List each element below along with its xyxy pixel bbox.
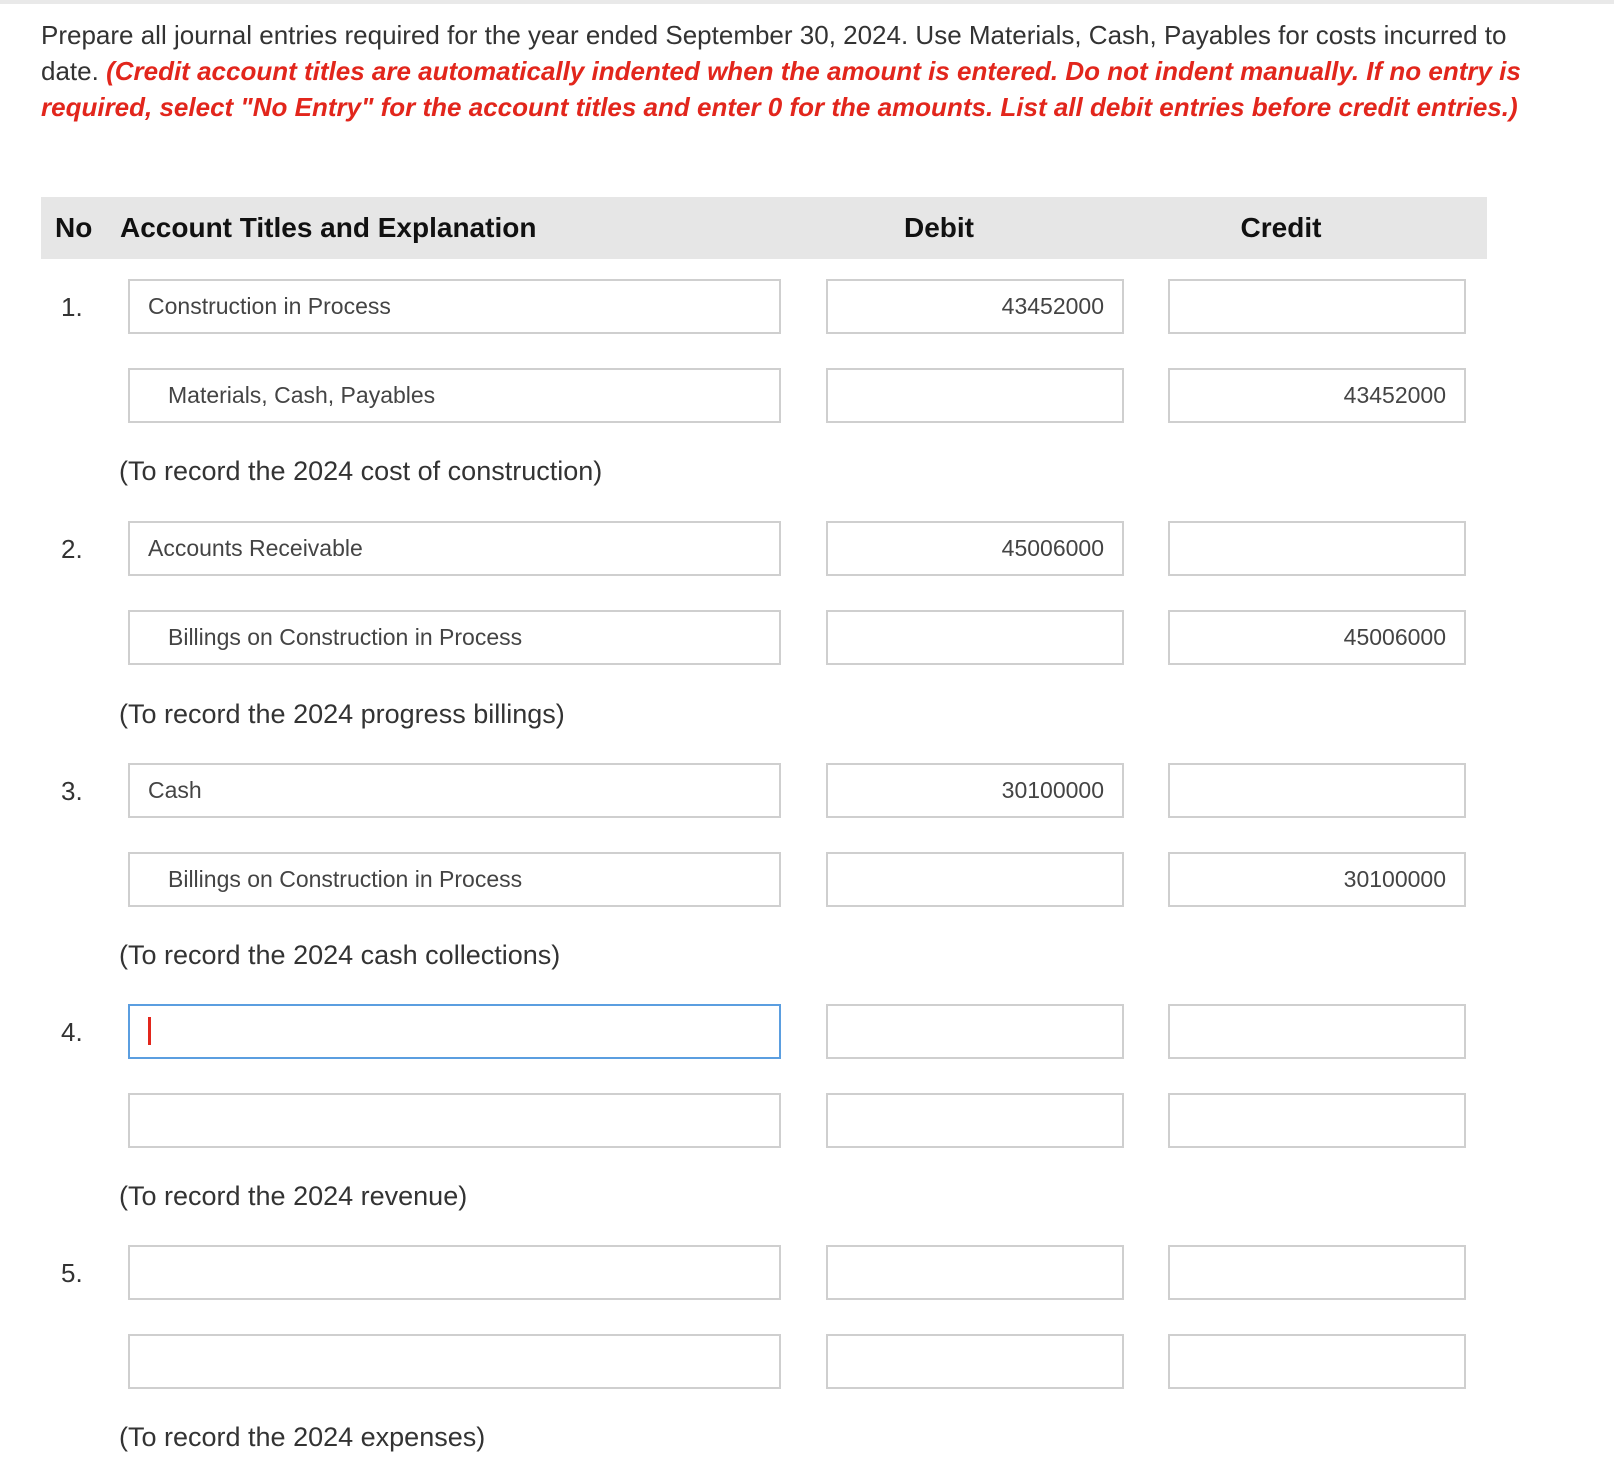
debit-amount-field[interactable]: 43452000 bbox=[826, 279, 1124, 334]
entry-explanation: (To record the 2024 cash collections) bbox=[119, 940, 561, 970]
credit-amount-field[interactable] bbox=[1168, 763, 1466, 818]
debit-amount-field[interactable] bbox=[826, 852, 1124, 907]
entry-explanation: (To record the 2024 expenses) bbox=[119, 1422, 486, 1452]
account-title-field[interactable] bbox=[128, 1334, 781, 1389]
header-debit: Debit bbox=[904, 212, 974, 243]
credit-amount-field[interactable] bbox=[1168, 1004, 1466, 1059]
account-title-field[interactable]: Materials, Cash, Payables bbox=[128, 368, 781, 423]
entry-number: 4. bbox=[61, 1017, 83, 1047]
debit-amount-field[interactable] bbox=[826, 368, 1124, 423]
text-cursor bbox=[148, 1017, 151, 1045]
instructions-text: Prepare all journal entries required for the year ended September 30, 2024. Use Materials, Cash, Payables for costs incurred to date. bbox=[41, 20, 1507, 86]
credit-amount-field[interactable] bbox=[1168, 1245, 1466, 1300]
credit-amount-field[interactable]: 45006000 bbox=[1168, 610, 1466, 665]
account-title-field[interactable]: Billings on Construction in Process bbox=[128, 852, 781, 907]
header-account: Account Titles and Explanation bbox=[120, 212, 537, 243]
entry-number: 3. bbox=[61, 776, 83, 806]
account-title-field[interactable]: Cash bbox=[128, 763, 781, 818]
entry-explanation: (To record the 2024 cost of construction) bbox=[119, 456, 603, 486]
debit-amount-field[interactable] bbox=[826, 1334, 1124, 1389]
credit-amount-field[interactable]: 43452000 bbox=[1168, 368, 1466, 423]
credit-amount-field[interactable] bbox=[1168, 521, 1466, 576]
debit-amount-field[interactable] bbox=[826, 610, 1124, 665]
credit-amount-field[interactable]: 30100000 bbox=[1168, 852, 1466, 907]
account-title-field[interactable]: Accounts Receivable bbox=[128, 521, 781, 576]
instructions-warning: (Credit account titles are automatically indented when the amount is entered. Do not indent manually. If no entry is required, select "No Entry" for the account titles and enter 0 for the amounts. List all debit entries before credit entries.) bbox=[41, 56, 1521, 122]
debit-amount-field[interactable]: 30100000 bbox=[826, 763, 1124, 818]
debit-amount-field[interactable] bbox=[826, 1093, 1124, 1148]
account-title-field-active[interactable] bbox=[128, 1004, 781, 1059]
account-title-field[interactable]: Construction in Process bbox=[128, 279, 781, 334]
header-no: No bbox=[55, 212, 93, 243]
debit-amount-field[interactable] bbox=[826, 1245, 1124, 1300]
credit-amount-field[interactable] bbox=[1168, 279, 1466, 334]
credit-amount-field[interactable] bbox=[1168, 1093, 1466, 1148]
debit-amount-field[interactable]: 45006000 bbox=[826, 521, 1124, 576]
table-header bbox=[41, 197, 1487, 259]
credit-amount-field[interactable] bbox=[1168, 1334, 1466, 1389]
account-title-field[interactable]: Billings on Construction in Process bbox=[128, 610, 781, 665]
entry-number: 5. bbox=[61, 1258, 83, 1288]
account-title-field[interactable] bbox=[128, 1245, 781, 1300]
account-title-field[interactable] bbox=[128, 1093, 781, 1148]
entry-number: 2. bbox=[61, 534, 83, 564]
entry-explanation: (To record the 2024 progress billings) bbox=[119, 699, 565, 729]
instructions bbox=[41, 17, 1551, 125]
entry-explanation: (To record the 2024 revenue) bbox=[119, 1181, 468, 1211]
entry-number: 1. bbox=[61, 292, 83, 322]
header-credit: Credit bbox=[1240, 212, 1322, 243]
top-divider bbox=[0, 0, 1614, 4]
debit-amount-field[interactable] bbox=[826, 1004, 1124, 1059]
